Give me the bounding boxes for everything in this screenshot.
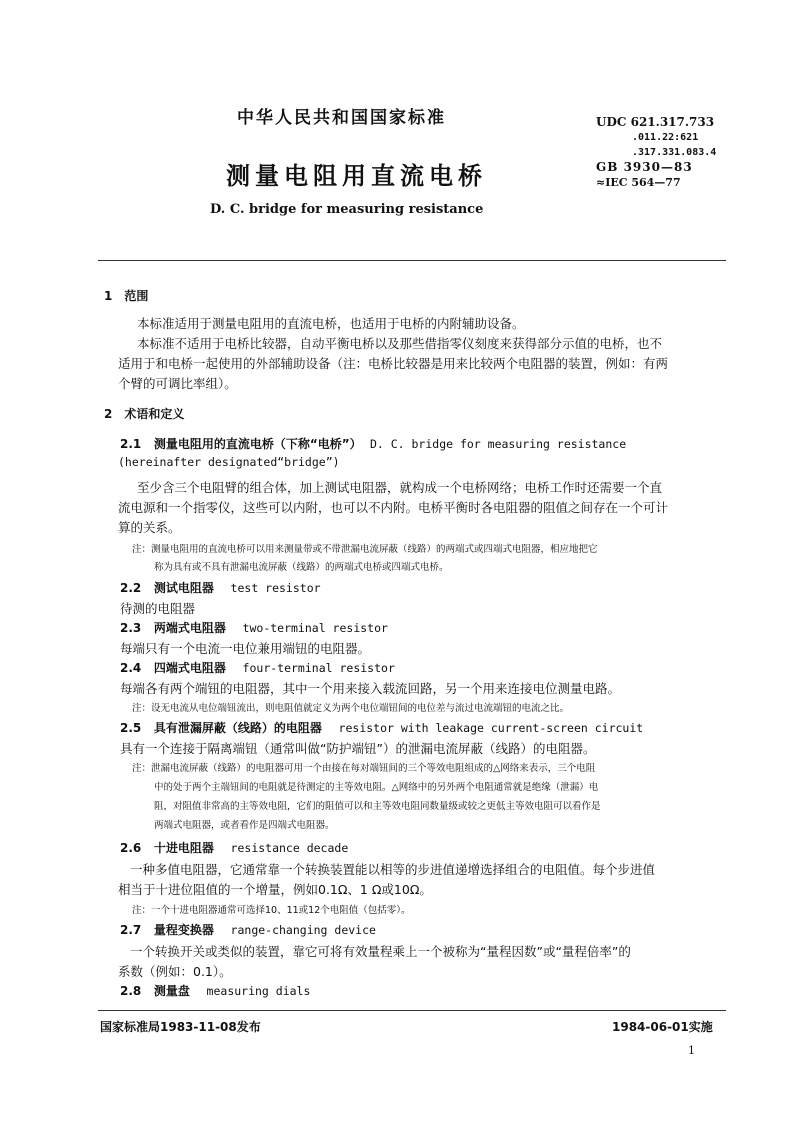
term-english: measuring dials xyxy=(206,984,311,998)
definition: 待测的电阻器 xyxy=(120,601,196,616)
term-heading xyxy=(120,619,388,636)
term-heading xyxy=(120,982,310,999)
term-english: D. C. bridge for measuring resistance xyxy=(369,437,627,451)
note: 中的处于两个主端钮间的电阻就是待测定的主等效电阻。△网络中的另外两个电阻通常就是绝缘（泄漏）电 xyxy=(154,782,599,793)
definition: 相当于十进位阻值的一个增量，例如0.1Ω、1 Ω或10Ω。 xyxy=(118,882,432,897)
term-number: 2.7 xyxy=(120,923,142,937)
definition: 至少含三个电阻臂的组合体，加上测试电阻器，就构成一个电桥网络；电桥工作时还需要一个直 xyxy=(137,480,663,495)
paragraph: 适用于和电桥一起使用的外部辅助设备（注：电桥比较器是用来比较两个电阻器的装置，例如：有两 xyxy=(118,356,669,371)
note: 阻，对阻值非常高的主等效电阻，它们的阻值可以和主等效电阻同数量级或较之更低主等效电阻可以看作是 xyxy=(154,801,601,812)
term-chinese: 十进电阻器 xyxy=(153,841,214,855)
term-heading xyxy=(120,921,376,938)
term-chinese: 测量盘 xyxy=(153,984,190,998)
term-chinese: 量程变换器 xyxy=(153,923,214,937)
term-chinese: 测试电阻器 xyxy=(153,581,214,595)
definition: 具有一个连接于隔离端钮（通常叫做“防护端钮”）的泄漏电流屏蔽（线路）的电阻器。 xyxy=(120,741,596,756)
issue-date: 国家标准局1983-11-08发布 xyxy=(100,1020,261,1034)
gb-number: GB 3930—83 xyxy=(596,160,693,174)
term-heading xyxy=(120,719,643,736)
definition: 流电源和一个指零仪，这些可以内附，也可以不内附。电桥平衡时各电阻器的阻值之间存在一个可计 xyxy=(118,500,669,515)
note: 注：泄漏电流屏蔽（线路）的电阻器可用一个由接在每对端钮间的三个等效电阻组成的△网络来表示，三个电阻 xyxy=(132,763,596,774)
effective-date: 1984-06-01实施 xyxy=(612,1020,713,1034)
term-number: 2.5 xyxy=(120,721,142,735)
note: 两端式电阻器，或者看作是四端式电阻器。 xyxy=(154,820,335,831)
term-english: four-terminal resistor xyxy=(242,661,395,675)
national-standard-heading: 中华人民共和国国家标准 xyxy=(237,108,446,128)
section-heading-scope: 1 范围 xyxy=(104,289,149,303)
udc-code: UDC 621.317.733 xyxy=(596,115,715,129)
term-heading xyxy=(120,659,395,676)
iec-reference: ≈IEC 564—77 xyxy=(596,176,681,189)
term-number: 2.4 xyxy=(120,661,142,675)
note: 注：设无电流从电位端钮流出，则电阻值就定义为两个电位端钮间的电位差与流过电流端钮的电流之比。 xyxy=(132,703,570,714)
term-chinese: 四端式电阻器 xyxy=(153,661,226,675)
udc-code-cont-2: .317.331.083.4 xyxy=(632,147,717,158)
term-chinese: 测量电阻用的直流电桥（下称“电桥”） xyxy=(153,437,362,451)
term-english: two-terminal resistor xyxy=(242,621,388,635)
term-english: resistor with leakage current-screen circuit xyxy=(338,721,644,735)
classification-block xyxy=(596,115,716,190)
page-title: 测量电阻用直流电桥 xyxy=(226,162,487,190)
udc-code-cont-1: .011.22:621 xyxy=(632,132,699,143)
note: 称为具有或不具有泄漏电流屏蔽（线路）的两端式电桥或四端式电桥。 xyxy=(154,562,449,573)
term-chinese: 具有泄漏屏蔽（线路）的电阻器 xyxy=(153,721,322,735)
term-chinese: 两端式电阻器 xyxy=(153,621,226,635)
page-number: 1 xyxy=(688,1044,695,1057)
footer-divider xyxy=(98,1010,726,1011)
definition: 系数（例如：0.1）。 xyxy=(118,964,232,979)
note: 注：测量电阻用的直流电桥可以用来测量带或不带泄漏电流屏蔽（线路）的两端式或四端式电阻器，相应地把它 xyxy=(132,544,598,555)
definition: 每端各有两个端钮的电阻器，其中一个用来接入载流回路，另一个用来连接电位测量电路。 xyxy=(120,681,621,696)
term-heading xyxy=(120,579,321,596)
term-english: range-changing device xyxy=(230,923,376,937)
definition: 每端只有一个电流一电位兼用端钮的电阻器。 xyxy=(120,641,371,656)
term-heading xyxy=(120,839,348,856)
header-divider xyxy=(98,260,726,261)
term-number: 2.6 xyxy=(120,841,142,855)
note: 注：一个十进电阻器通常可选择10、11或12个电阻值（包括零）。 xyxy=(132,905,411,916)
paragraph: 个臂的可调比率组）。 xyxy=(118,376,237,391)
term-number: 2.1 xyxy=(120,437,142,451)
term-number: 2.2 xyxy=(120,581,142,595)
definition: 一种多值电阻器，它通常靠一个转换装置能以相等的步进值递增选择组合的电阻值。每个步进值 xyxy=(130,862,656,877)
term-number: 2.3 xyxy=(120,621,142,635)
definition: 一个转换开关或类似的装置，靠它可将有效量程乘上一个被称为“量程因数”或“量程倍率”的 xyxy=(130,944,631,959)
paragraph: 本标准不适用于电桥比较器，自动平衡电桥以及那些借指零仪刻度来获得部分示值的电桥，也不 xyxy=(137,336,663,351)
page-title-english: D. C. bridge for measuring resistance xyxy=(210,202,484,217)
term-english: test resistor xyxy=(230,581,321,595)
definition: 算的关系。 xyxy=(118,520,181,535)
section-heading-terms: 2 术语和定义 xyxy=(104,407,185,421)
term-english-cont: (hereinafter designated“bridge”) xyxy=(118,455,340,469)
term-number: 2.8 xyxy=(120,984,142,998)
term-heading xyxy=(120,435,626,452)
term-english: resistance decade xyxy=(230,841,349,855)
paragraph: 本标准适用于测量电阻用的直流电桥，也适用于电桥的内附辅助设备。 xyxy=(137,316,525,331)
